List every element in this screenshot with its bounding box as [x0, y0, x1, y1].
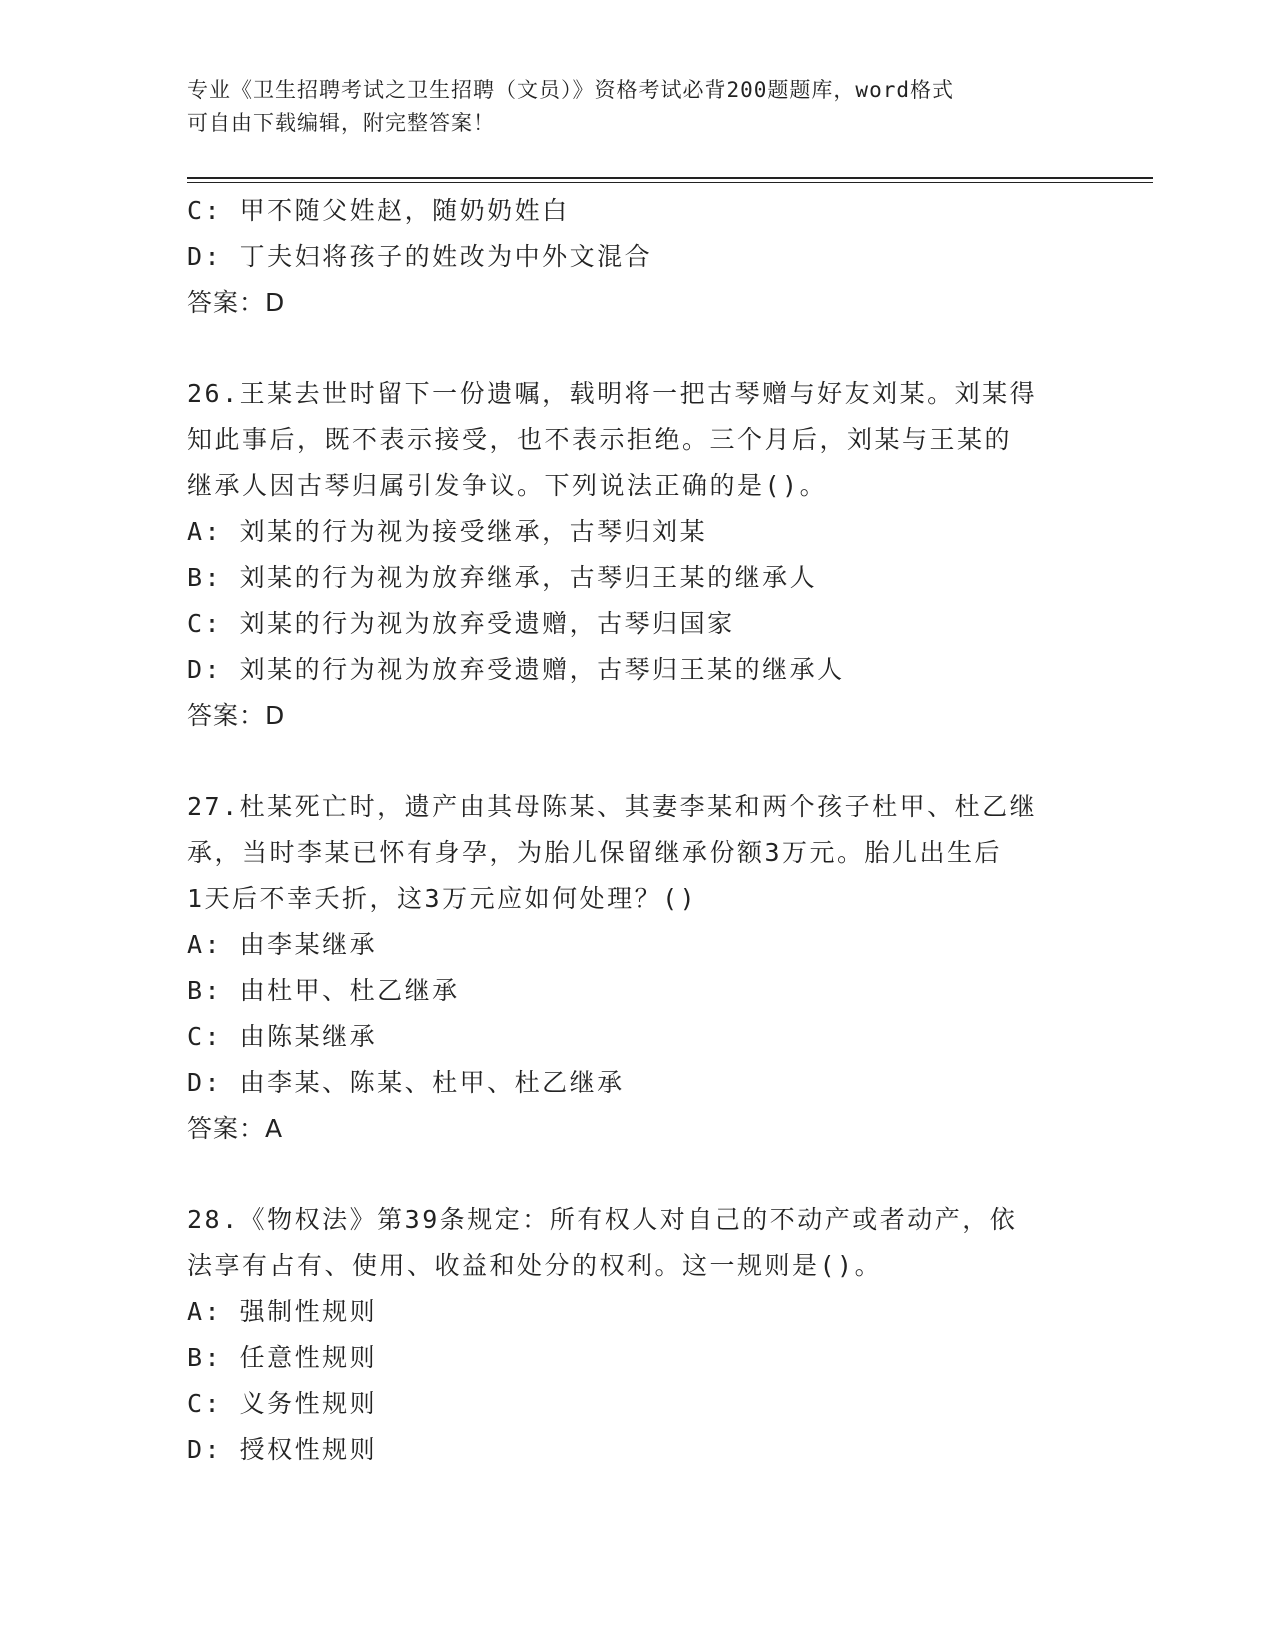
- option-label: D:: [187, 1068, 223, 1097]
- question-stem-line: 继承人因古琴归属引发争议。下列说法正确的是()。: [187, 471, 828, 500]
- question-stem-line: 法享有占有、使用、收益和处分的权利。这一规则是()。: [187, 1251, 883, 1280]
- question-stem-line: 28.《物权法》第39条规定：所有权人对自己的不动产或者动产，依: [187, 1205, 1018, 1234]
- question-28: [187, 1197, 1087, 1473]
- option-text: 刘某的行为视为放弃继承，古琴归王某的继承人: [239, 563, 818, 592]
- option-a: [187, 509, 1087, 555]
- option-text: 授权性规则: [239, 1435, 378, 1464]
- option-d: [187, 1427, 1087, 1473]
- option-text: 甲不随父姓赵，随奶奶姓白: [239, 196, 570, 225]
- question-stem-line: 知此事后，既不表示接受，也不表示拒绝。三个月后，刘某与王某的: [187, 425, 1013, 454]
- spacer: [187, 739, 1087, 784]
- spacer: [187, 326, 1087, 371]
- previous-question-tail: [187, 188, 1087, 326]
- option-text: 由李某、陈某、杜甲、杜乙继承: [239, 1068, 625, 1097]
- spacer: [187, 1152, 1087, 1197]
- option-text: 由李某继承: [239, 930, 378, 959]
- option-label: C:: [187, 1389, 223, 1418]
- option-text: 刘某的行为视为放弃受遗赠，古琴归王某的继承人: [239, 655, 845, 684]
- question-stem-line: 27.杜某死亡时，遗产由其母陈某、其妻李某和两个孩子杜甲、杜乙继: [187, 792, 1038, 821]
- option-text: 丁夫妇将孩子的姓改为中外文混合: [239, 242, 653, 271]
- question-27: [187, 784, 1087, 1152]
- header-divider-thin: [187, 182, 1153, 183]
- answer-line: 答案：A: [187, 1114, 284, 1143]
- option-c: [187, 1381, 1087, 1427]
- option-c: [187, 1014, 1087, 1060]
- option-label: D:: [187, 655, 223, 684]
- question-list: [187, 188, 1087, 1473]
- option-text: 义务性规则: [239, 1389, 378, 1418]
- option-a: [187, 1289, 1087, 1335]
- header-divider-thick: [187, 177, 1153, 179]
- option-label: B:: [187, 976, 223, 1005]
- option-label: C:: [187, 609, 223, 638]
- header-line-1: 专业《卫生招聘考试之卫生招聘（文员）》资格考试必背200题题库，word格式: [187, 78, 954, 102]
- option-text: 强制性规则: [239, 1297, 378, 1326]
- option-b: [187, 555, 1087, 601]
- question-26: [187, 371, 1087, 739]
- question-stem-line: 26.王某去世时留下一份遗嘱，载明将一把古琴赠与好友刘某。刘某得: [187, 379, 1038, 408]
- option-label: D:: [187, 1435, 223, 1464]
- option-label: C:: [187, 196, 223, 225]
- question-stem-line: 承，当时李某已怀有身孕，为胎儿保留继承份额3万元。胎儿出生后: [187, 838, 1003, 867]
- option-c: [187, 601, 1087, 647]
- option-c: [187, 188, 1087, 234]
- option-text: 刘某的行为视为接受继承，古琴归刘某: [239, 517, 708, 546]
- option-label: C:: [187, 1022, 223, 1051]
- header-line-2: 可自由下载编辑，附完整答案！: [187, 111, 495, 135]
- option-label: A:: [187, 930, 223, 959]
- option-d: [187, 647, 1087, 693]
- option-text: 由陈某继承: [239, 1022, 378, 1051]
- option-label: B:: [187, 563, 223, 592]
- answer-line: 答案：D: [187, 701, 286, 730]
- option-b: [187, 1335, 1087, 1381]
- answer-line: 答案：D: [187, 288, 286, 317]
- question-stem-line: 1天后不幸夭折，这3万元应如何处理？(): [187, 884, 698, 913]
- option-label: A:: [187, 517, 223, 546]
- option-label: A:: [187, 1297, 223, 1326]
- option-b: [187, 968, 1087, 1014]
- option-a: [187, 922, 1087, 968]
- option-text: 任意性规则: [239, 1343, 378, 1372]
- option-text: 刘某的行为视为放弃受遗赠，古琴归国家: [239, 609, 735, 638]
- option-d: [187, 234, 1087, 280]
- option-d: [187, 1060, 1087, 1106]
- option-text: 由杜甲、杜乙继承: [239, 976, 460, 1005]
- option-label: B:: [187, 1343, 223, 1372]
- document-header: [187, 74, 1087, 140]
- option-label: D:: [187, 242, 223, 271]
